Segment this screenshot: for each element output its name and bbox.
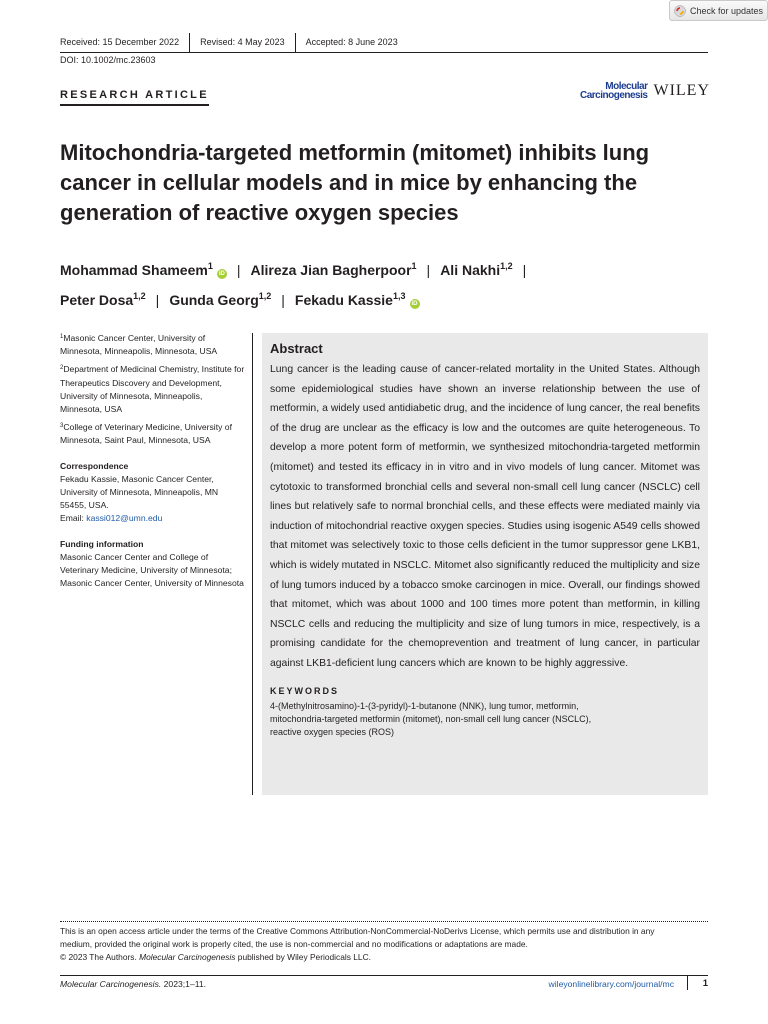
molecular-carcinogenesis-logo: Molecular Carcinogenesis — [579, 81, 648, 101]
abstract-text: Lung cancer is the leading cause of cancer-related mortality in the United States. Although some epidemiological studies have shown an inverse relationship between the use of metformin, a widely used antidiabetic drug, and the incidence of lung cancer, the real benefits of the drug are unclear as the efficacy is low and the outcomes are quite heterogeneous. To develop a more potent form of metformin, we synthesized mitochondria-targeted metformin (mitomet) and tested its efficacy in in vitro and in vivo models of lung cancer. Mitomet was cytotoxic to transformed bronchial cells and several non-small cell lung cancer (NSCLC) cell lines but relatively safe to normal bronchial cells, and these effects were mediated mainly via induction of mitochondrial reactive oxygen species. Studies using isogenic A549 cells showed that mitomet was selectively toxic to those cells deficient in the tumor suppressor gene LKB1, which is widely mutated in NSCLC. Mitomet also significantly reduced the multiplicity and size of lung tumors induced by a tobacco smoke carcinogen in mice. Overall, our findings showed that mitomet, which was about 1000 and 100 times more potent than metformin, in killing NSCLC cells and reducing the multiplicity and size of lung tumors in mice, respectively, is a promising candidate for the chemoprevention and treatment of lung cancer, in particular against LKB1-deficient lung cancers which are known to be highly aggressive. — [270, 364, 700, 669]
affiliation: $^2$Department of Medicinal Chemistry, Institute for Therapeutics Discovery and Development, University of Minnesota, Minneapolis, Minnesota, USA — [60, 364, 245, 415]
email-link[interactable]: kassi012@umn.edu — [86, 513, 163, 524]
orcid-icon[interactable]: iD — [218, 271, 225, 277]
author[interactable]: Mohammad Shameem$^1$iD — [60, 261, 225, 278]
keywords-list: 4-(Methylnitrosamino)-1-(3-pyridyl)-1-butanone (NNK), lung tumor, metformin, mitochondria-targeted metformin (mitomet), non-small cell lung cancer (NSCLC), reactive oxygen species (ROS) — [270, 700, 592, 737]
journal-url-link[interactable]: wileyonlinelibrary.com/journal/mc — [548, 979, 674, 989]
author[interactable]: Peter Dosa$^{1,2}$ — [60, 291, 146, 308]
orcid-icon[interactable]: iD — [411, 301, 418, 307]
keywords-heading: KEYWORDS — [270, 685, 340, 696]
footer-divider — [60, 921, 708, 922]
funding-text: Masonic Cancer Center and College of Veterinary Medicine, University of Minnesota; Masonic Cancer Center, University of Minnesota — [60, 551, 244, 589]
author[interactable]: Gunda Georg$^{1,2}$ — [169, 291, 272, 308]
funding-heading: Funding information — [60, 538, 144, 549]
page-number: 1 — [702, 978, 708, 989]
accepted-date: Accepted: 8 June 2023 — [295, 33, 408, 52]
abstract-heading: Abstract — [270, 341, 323, 356]
page-number-divider — [687, 976, 688, 990]
article-info-column — [60, 331, 246, 590]
doi[interactable]: DOI: 10.1002/mc.23603 — [60, 55, 156, 65]
author[interactable]: Ali Nakhi$^{1,2}$ — [440, 261, 513, 278]
author[interactable]: Alireza Jian Bagherpoor$^1$ — [250, 261, 417, 278]
correspondence-heading: Correspondence — [60, 460, 129, 471]
journal-citation: Molecular Carcinogenesis. 2023;1–11. — [60, 979, 207, 989]
received-date: Received: 15 December 2022 — [60, 37, 180, 47]
bottom-divider — [60, 975, 708, 976]
column-divider — [252, 333, 253, 795]
journal-logo — [580, 80, 710, 102]
correspondence-text: Fekadu Kassie, Masonic Cancer Center, University of Minnesota, Minneapolis, MN 55455, USA. Email: kassi012@umn.edu — [60, 473, 219, 524]
check-updates-icon — [674, 5, 686, 17]
article-dates — [60, 33, 408, 52]
wiley-logo: WILEY — [653, 82, 710, 99]
revised-date: Revised: 4 May 2023 — [189, 33, 295, 52]
author[interactable]: Fekadu Kassie$^{1,3}$iD — [294, 291, 418, 308]
license-text: This is an open access article under the terms of the Creative Commons Attribution-NonCommercial-NoDerivs License, which permits use and distribution in any medium, provided the original work is properly cited, the use is non-commercial and no modifications or adaptations are made. © 2023 The Authors. Molecular Carcinogenesis published by Wiley Periodicals LLC. — [60, 926, 655, 962]
check-updates-label: Check for updates — [690, 5, 764, 16]
check-for-updates-button[interactable] — [669, 0, 768, 21]
article-type-label: RESEARCH ARTICLE — [60, 89, 209, 106]
abstract-box — [262, 333, 708, 795]
author-list: Mohammad Shameem$^1$iD | Alireza Jian Bagherpoor$^1$ | Ali Nakhi$^{1,2}$ | Peter Dosa$^{1,2}$ | Gunda Georg$^{1,2}$ | Fekadu Kassie$^{1,3}$iD — [60, 261, 527, 308]
header-divider — [60, 52, 708, 53]
affiliation: $^3$College of Veterinary Medicine, University of Minnesota, Saint Paul, Minnesota, USA — [60, 422, 232, 446]
article-title: Mitochondria-targeted metformin (mitomet) inhibits lung cancer in cellular models and in mice by enhancing the generation of reactive oxygen species — [60, 140, 650, 225]
affiliation: $^1$Masonic Cancer Center, University of Minnesota, Minneapolis, Minnesota, USA — [60, 333, 218, 357]
